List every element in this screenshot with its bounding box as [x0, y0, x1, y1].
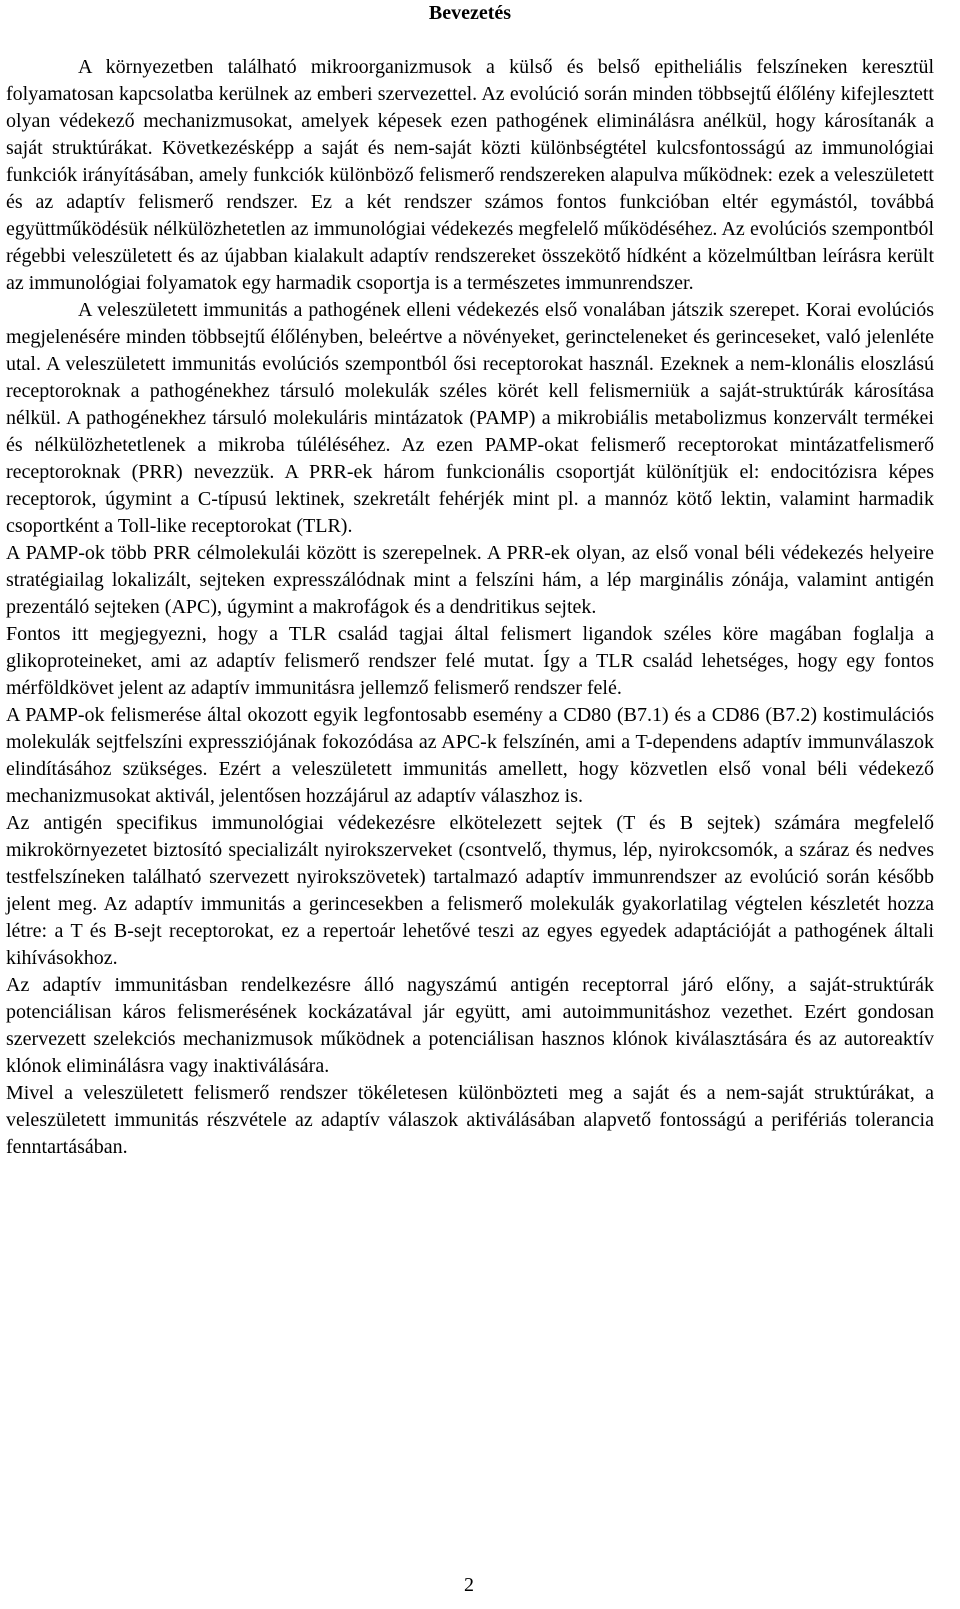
- paragraph-intro: A környezetben található mikroorganizmusok a külső és belső epitheliális felszíneken keresztül folyamatosan kapcsolatba kerülnek az emberi szervezettel. Az evolúció során minden többsejtű élőlény kifejlesztett olyan védekező mechanizmusokat, amelyek képesek ezen pathogének eliminálásra anélkül, hogy károsítanák a saját struktúrákat. Következésképp a saját és nem-saját közti különbségtétel kulcsfontosságú az immunológiai funkciók irányításában, amely funkciók különböző felismerő rendszereken alapulva működnek: ezek a veleszületett és az adaptív felismerő rendszer. Ez a két rendszer számos fontos funkcióban eltér egymástól, továbbá együttműködésük nélkülözhetetlen az immunológiai védekezés megfelelő működéséhez. Az evolúciós szempontból régebbi veleszületett és az újabban kialakult adaptív rendszereket összekötő hídként a közelmúltban leírásra került az immunológiai folyamatok egy harmadik csoportja is a természetes immunrendszer.: [6, 56, 934, 294]
- paragraph-costimulation: A PAMP-ok felismerése által okozott egyik legfontosabb esemény a CD80 (B7.1) és a CD86 (B7.2) kostimulációs molekulák sejtfelszíni expressziójának fokozódása az APC-k felszínén, ami a T-dependens adaptív immunválaszok elindításához szükséges. Ezért a veleszületett immunitás amellett, hogy közvetlen első vonal béli védekező mechanizmusokat aktivál, jelentősen hozzájárul az adaptív válaszhoz is.: [6, 704, 934, 807]
- paragraph-tolerance: Mivel a veleszületett felismerő rendszer tökéletesen különbözteti meg a saját és a nem-saját struktúrákat, a veleszületett immunitás részvétele az adaptív válaszok aktiválásában alapvető fontosságú a perifériás tolerancia fenntartásában.: [6, 1082, 934, 1158]
- paragraph-autoimmunity: Az adaptív immunitásban rendelkezésre álló nagyszámú antigén receptorral járó előny, a saját-struktúrák potenciálisan káros felismerésének kockázatával jár együtt, ami autoimmunitáshoz vezethet. Ezért gondosan szervezett szelekciós mechanizmusok működnek a potenciálisan hasznos klónok kiválasztására és az autoreaktív klónok eliminálásra vagy inaktiválására.: [6, 974, 934, 1077]
- document-title: Bevezetés: [428, 2, 512, 24]
- paragraph-adaptive-immunity: Az antigén specifikus immunológiai védekezésre elkötelezett sejtek (T és B sejtek) számára megfelelő mikrokörnyezetet biztosító specializált nyirokszerveket (csontvelő, thymus, lép, nyirokcsomók, a száraz és nedves testfelszíneken található szervezett nyirokszövetek) tartalmazó adaptív immunrendszer az evolúció során később jelent meg. Az adaptív immunitás a gerincesekben a felismerő molekulák gyakorlatilag végtelen készletét hozza létre: a T és B-sejt receptorokat, ez a repertoár lehetővé teszi az egyes egyedek adaptációját a pathogének általi kihívásokhoz.: [6, 812, 934, 969]
- paragraph-pamp-targets: A PAMP-ok több PRR célmolekulái között is szerepelnek. A PRR-ek olyan, az első vonal béli védekezés helyeire stratégiailag lokalizált, sejteken expresszálódnak mint a felszíni hám, a lép marginális zónája, valamint antigén prezentáló sejteken (APC), úgymint a makrofágok és a dendritikus sejtek.: [6, 542, 934, 618]
- paragraph-tlr-family: Fontos itt megjegyezni, hogy a TLR család tagjai által felismert ligandok széles köre magában foglalja a glikoproteineket, ami az adaptív felismerő rendszer felé mutat. Így a TLR család lehetséges, hogy egy fontos mérföldkövet jelent az adaptív immunitásra jellemző felismerő rendszer felé.: [6, 623, 934, 699]
- page-number: 2: [464, 1574, 474, 1596]
- paragraph-innate-immunity: A veleszületett immunitás a pathogének elleni védekezés első vonalában játszik szerepet. Korai evolúciós megjelenésére minden többsejtű élőlényben, beleértve a növényeket, gerincteleneket és gerinceseket, való jelenléte utal. A veleszületett immunitás evolúciós szempontból ősi receptorokat használ. Ezeknek a nem-klonális eloszlású receptoroknak a pathogénekhez társuló molekulák széles körét kell felismerniük a saját-struktúrák károsítása nélkül. A pathogénekhez társuló molekuláris mintázatok (PAMP) a mikrobiális metabolizmus konzervált termékei és nélkülözhetetlenek a mikroba túléléséhez. Az ezen PAMP-okat felismerő receptorokat mintázatfelismerő receptoroknak (PRR) nevezzük. A PRR-ek három funkcionális csoportját különítjük el: endocitózisra képes receptorok, úgymint a C-típusú lektinek, szekretált fehérjék mint pl. a mannóz kötő lektin, valamint harmadik csoportként a Toll-like receptorokat (TLR).: [6, 299, 934, 537]
- document-page: [6, 0, 934, 1161]
